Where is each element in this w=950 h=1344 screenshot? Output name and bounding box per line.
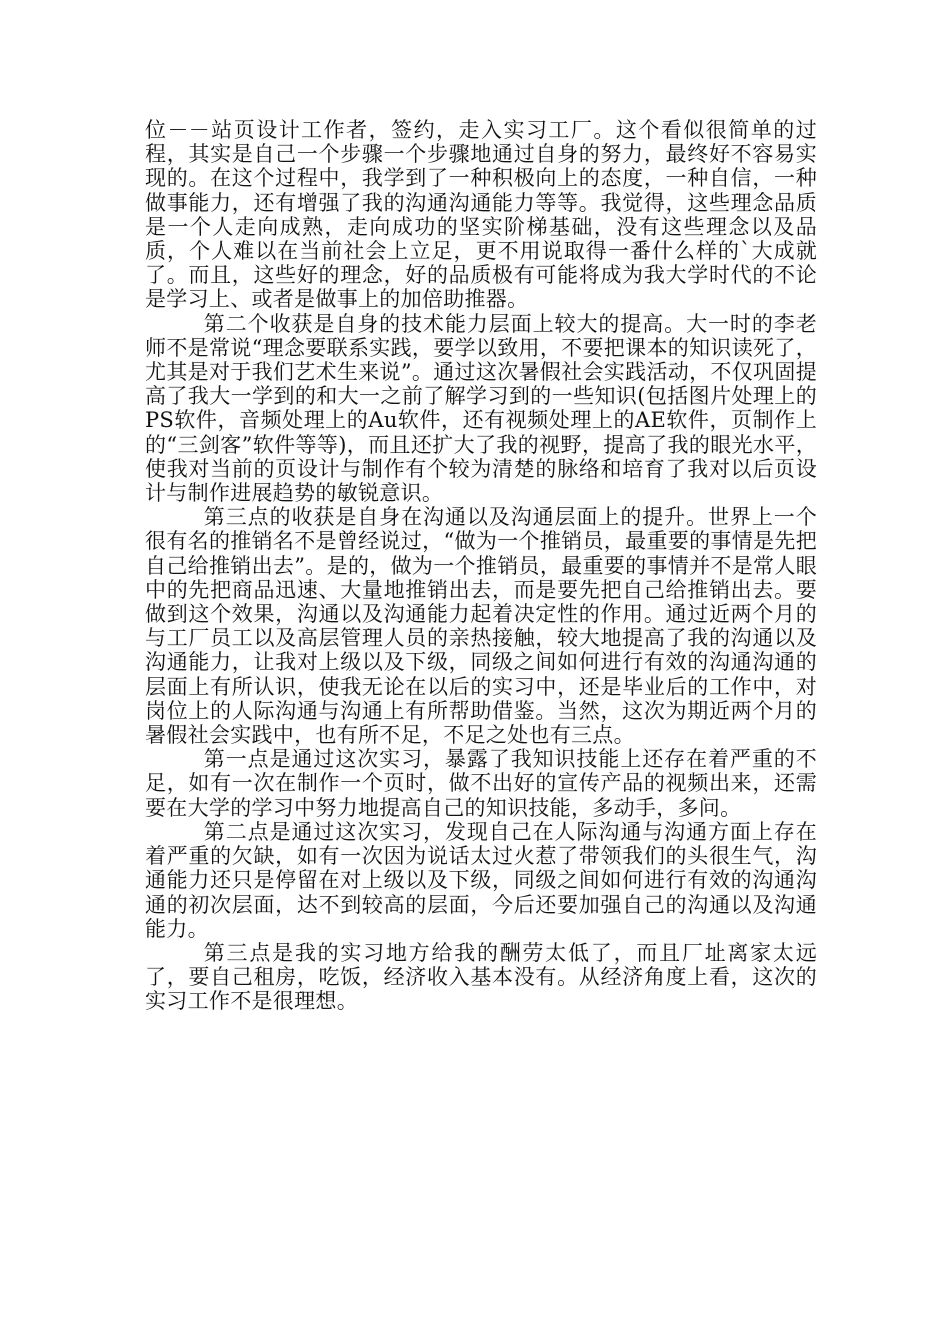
- paragraph-2: 第二个收获是自身的技术能力层面上较大的提高。大一时的李老师不是常说“理念要联系实践，要学以致用，不要把课本的知识读死了，尤其是对于我们艺术生来说”。通过这次暑假社会实践活动，不仅巩固提高了我大一学到的和大一之前了解学习到的一些知识(包括图片处理上的PS软件，音频处理上的Au软件，还有视频处理上的AE软件，页制作上的“三剑客”软件等等)，而且还扩大了我的视野，提高了我的眼光水平，使我对当前的页设计与制作有个较为清楚的脉络和培育了我对以后页设计与制作进展趋势的敏锐意识。: [145, 311, 817, 506]
- paragraph-3: 第三点的收获是自身在沟通以及沟通层面上的提升。世界上一个很有名的推销名不是曾经说过，“做为一个推销员，最重要的事情是先把自己给推销出去”。是的，做为一个推销员，最重要的事情并不是常人眼中的先把商品迅速、大量地推销出去，而是要先把自己给推销出去。要做到这个效果，沟通以及沟通能力起着决定性的作用。通过近两个月的与工厂员工以及高层管理人员的亲热接触，较大地提高了我的沟通以及沟通能力，让我对上级以及下级，同级之间如何进行有效的沟通沟通的层面上有所认识，使我无论在以后的实习中，还是毕业后的工作中，对岗位上的人际沟通与沟通上有所帮助借鉴。当然，这次为期近两个月的暑假社会实践中，也有所不足，不足之处也有三点。: [145, 505, 817, 748]
- paragraph-4: 第一点是通过这次实习，暴露了我知识技能上还存在着严重的不足，如有一次在制作一个页时，做不出好的宣传产品的视频出来，还需要在大学的学习中努力地提高自己的知识技能，多动手，多问。: [145, 747, 817, 820]
- document-body: [145, 118, 817, 1014]
- paragraph-6: 第三点是我的实习地方给我的酬劳太低了，而且厂址离家太远了，要自己租房，吃饭，经济收入基本没有。从经济角度上看，这次的实习工作不是很理想。: [145, 940, 817, 1014]
- paragraph-5: 第二点是通过这次实习，发现自己在人际沟通与沟通方面上存在着严重的欠缺，如有一次因为说话太过火惹了带领我们的头很生气，沟通能力还只是停留在对上级以及下级，同级之间如何进行有效的沟通沟通的初次层面，达不到较高的层面，今后还要加强自己的沟通以及沟通能力。: [145, 819, 817, 941]
- paragraph-1: 位－－站页设计工作者，签约，走入实习工厂。这个看似很简单的过程，其实是自己一个步骤一个步骤地通过自身的努力，最终好不容易实现的。在这个过程中，我学到了一种积极向上的态度，一种自信，一种做事能力，还有增强了我的沟通沟通能力等等。我觉得，这些理念品质是一个人走向成熟，走向成功的坚实阶梯基础，没有这些理念以及品质，个人难以在当前社会上立足，更不用说取得一番什么样的`大成就了。而且，这些好的理念，好的品质极有可能将成为我大学时代的不论是学习上、或者是做事上的加倍助推器。: [145, 118, 817, 312]
